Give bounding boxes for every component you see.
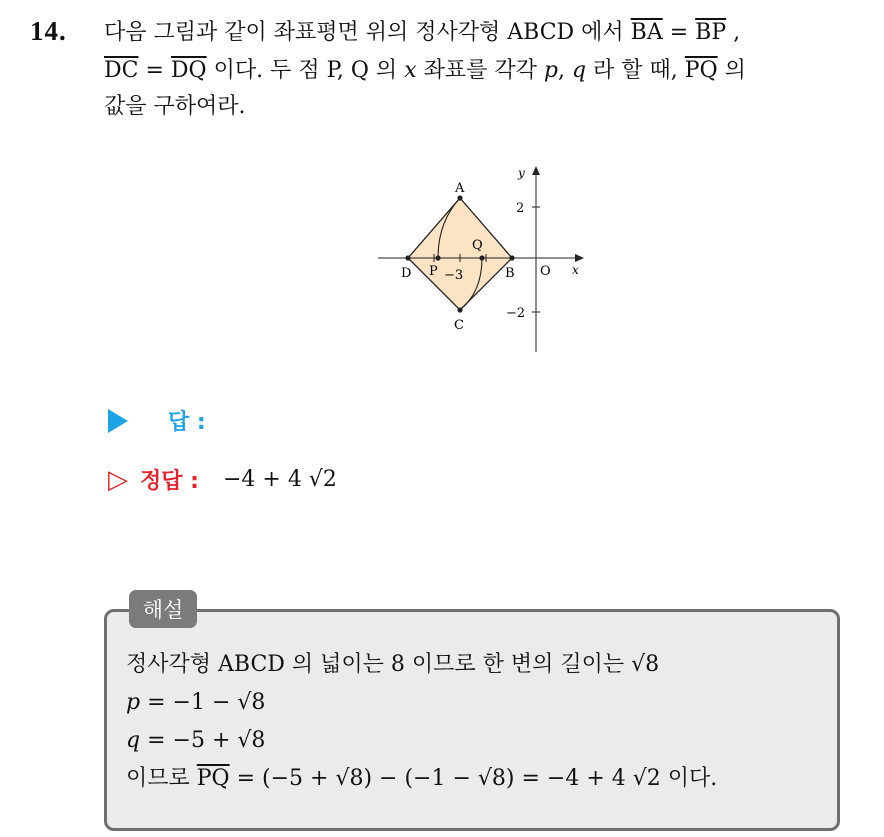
variable-p: p <box>126 690 141 715</box>
label-y: y <box>518 166 525 180</box>
correct-answer-value: −4 + 4 √2 <box>222 467 337 492</box>
problem-text: 라 할 때, <box>586 58 685 83</box>
solution-text: 이므로 <box>126 766 197 791</box>
label-d: D <box>401 266 412 281</box>
figure-svg <box>360 160 600 360</box>
tick-label-neg2: −2 <box>506 306 526 321</box>
solution-text: = −5 + √8 <box>140 728 266 753</box>
play-icon <box>108 409 128 433</box>
segment-dc: $\overline{DC}$ <box>104 58 139 83</box>
problem-text: , <box>726 20 741 45</box>
problem-text: , <box>557 58 572 83</box>
problem-line-1 <box>104 18 740 48</box>
variable-q: q <box>571 58 587 83</box>
x-axis-arrow <box>575 254 584 262</box>
label-b: B <box>505 266 515 281</box>
label-c: C <box>454 318 464 333</box>
segment-dq: $\overline{DQ}$ <box>170 58 207 83</box>
problem-text: 이다. 두 점 P, Q 의 <box>206 58 405 83</box>
point-c <box>457 307 462 312</box>
problem-line-2 <box>104 56 746 86</box>
tick-label-neg3: −3 <box>444 268 464 283</box>
correct-answer-label: 정답 : <box>140 469 199 494</box>
tick-label-2: 2 <box>516 201 525 216</box>
point-p <box>435 255 440 260</box>
segment-ba: $\overline{BA}$ <box>630 20 663 45</box>
problem-text: 의 <box>717 58 746 83</box>
segment-pq: $\overline{PQ}$ <box>684 58 718 83</box>
point-q <box>479 255 484 260</box>
point-b <box>509 255 514 260</box>
problem-number: 14. <box>30 16 67 46</box>
y-axis-arrow <box>532 166 540 175</box>
problem-text: 다음 그림과 같이 좌표평면 위의 정사각형 ABCD 에서 <box>104 20 631 45</box>
correct-answer-row <box>108 464 337 495</box>
solution-text: = −1 − √8 <box>140 690 266 715</box>
label-x: x <box>572 263 579 277</box>
solution-line-2 <box>126 688 265 718</box>
solution-box <box>104 609 840 831</box>
solution-tab: 해설 <box>129 590 197 628</box>
point-d <box>405 255 410 260</box>
answer-row <box>108 405 206 436</box>
point-a <box>457 195 462 200</box>
segment-bp: $\overline{BP}$ <box>695 20 727 45</box>
label-a: A <box>455 181 465 196</box>
label-origin: O <box>540 264 551 279</box>
equals-sign: = <box>138 58 171 83</box>
outline-triangle-icon: ▷ <box>108 464 128 495</box>
solution-line-1: 정사각형 ABCD 의 넓이는 8 이므로 한 변의 길이는 √8 <box>126 652 660 677</box>
solution-text: = (−5 + √8) − (−1 − √8) = −4 + 4 √2 이다. <box>229 766 718 791</box>
label-q: Q <box>472 238 483 253</box>
problem-text: 좌표를 각각 <box>416 58 544 83</box>
variable-p: p <box>543 58 558 83</box>
coordinate-figure <box>360 160 600 360</box>
variable-q: q <box>126 728 141 753</box>
answer-label: 답 : <box>168 410 206 435</box>
problem-line-3: 값을 구하여라. <box>104 94 246 119</box>
variable-x: x <box>404 58 417 83</box>
solution-line-3 <box>126 726 265 756</box>
equals-sign: = <box>662 20 696 45</box>
segment-pq: $\overline{PQ}$ <box>196 766 230 791</box>
label-p: P <box>429 264 438 279</box>
solution-line-4 <box>126 764 717 794</box>
